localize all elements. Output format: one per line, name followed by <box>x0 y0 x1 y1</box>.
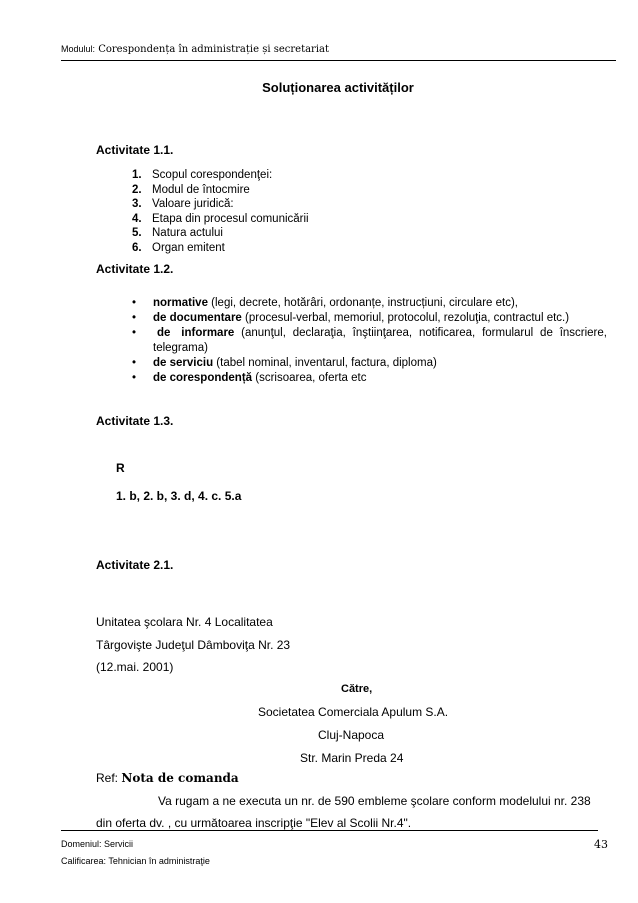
activity-1-3-heading: Activitate 1.3. <box>96 414 174 428</box>
list-item: • normative (legi, decrete, hotărâri, ordonanțe, instrucțiuni, circulare etc), <box>132 297 518 309</box>
list-item: 5. Natura actului <box>132 227 223 240</box>
list-item: 4. Etapa din procesul comunicării <box>132 212 309 225</box>
list-item: 2. Modul de întocmire <box>132 183 250 196</box>
activity-1-2-bullet-list <box>132 296 607 386</box>
recipient-line-3: Str. Marin Preda 24 <box>300 751 404 765</box>
activity-1-1-heading: Activitate 1.1. <box>96 143 174 157</box>
letter-body-line-1: Va rugam a ne executa un nr. de 590 embleme şcolare conform modelului nr. 238 <box>158 794 591 808</box>
letter-date: (12.mai. 2001) <box>96 660 174 674</box>
reference-title: Nota de comanda <box>121 771 239 785</box>
header-label: Modulul: <box>61 44 96 54</box>
list-item: • de informare (anunţul, declaraţia, înştiinţarea, notificarea, formularul de înscriere, telegrama) <box>132 327 607 354</box>
footer-qualification: Calificarea: Tehnician în administraţie <box>61 856 210 866</box>
sender-line-1: Unitatea şcolara Nr. 4 Localitatea <box>96 615 273 629</box>
list-item: 1. Scopul corespondenţei: <box>132 169 273 181</box>
header-module-title: Corespondența în administrație și secretariat <box>98 44 330 55</box>
recipient-salutation: Către, <box>341 683 373 695</box>
list-item: 3. Valoare juridică: <box>132 198 234 211</box>
list-item: • de corespondență (scrisoarea, oferta etc <box>132 372 367 384</box>
bullet-icon: • <box>132 297 137 309</box>
answer-key: 1. b, 2. b, 3. d, 4. c. 5.a <box>116 489 242 503</box>
recipient-line-2: Cluj-Napoca <box>318 728 385 742</box>
activity-1-1-list <box>132 168 309 256</box>
list-item: • de documentare (procesul-verbal, memoriul, protocolul, rezoluţia, contractul etc.) <box>132 312 570 324</box>
header-divider <box>61 60 616 61</box>
bullet-icon: • <box>132 312 137 324</box>
page-title: Soluționarea activităților <box>262 80 414 95</box>
bullet-icon: • <box>132 327 137 339</box>
footer-divider <box>61 830 598 831</box>
reference-line <box>96 771 239 785</box>
answer-r-label: R <box>116 461 125 475</box>
letter-body-line-2: din oferta dv. , cu următoarea inscripţie "Elev al Scolii Nr.4". <box>96 816 412 830</box>
activity-1-2-heading: Activitate 1.2. <box>96 262 174 276</box>
page-number: 43 <box>594 838 608 851</box>
list-item: 6. Organ emitent <box>132 241 225 254</box>
reference-label: Ref: <box>96 771 119 785</box>
sender-line-2: Târgovişte Judeţul Dâmboviţa Nr. 23 <box>96 638 291 652</box>
activity-2-1-heading: Activitate 2.1. <box>96 558 174 572</box>
bullet-icon: • <box>132 372 137 384</box>
bullet-icon: • <box>132 357 137 369</box>
footer-domain: Domeniul: Servicii <box>61 839 134 849</box>
recipient-line-1: Societatea Comerciala Apulum S.A. <box>258 705 449 719</box>
list-item: • de serviciu (tabel nominal, inventarul, factura, diploma) <box>132 357 437 369</box>
page-header <box>61 44 616 55</box>
